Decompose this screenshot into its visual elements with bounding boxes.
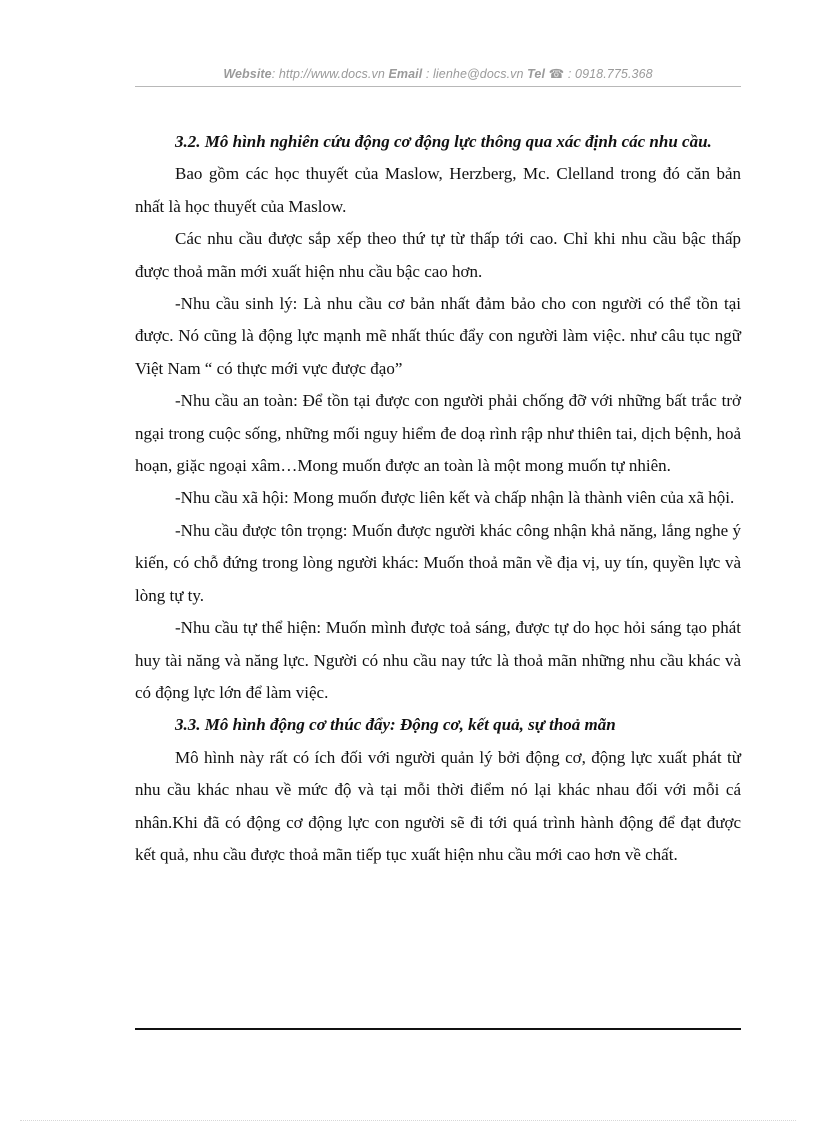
phone-icon: ☎ <box>548 67 565 81</box>
paragraph: -Nhu cầu tự thể hiện: Muốn mình được toả sáng, được tự do học hỏi sáng tạo phát huy tài năng và năng lực. Người có nhu cầu nay tức là thoả mãn những nhu cầu khác và có động lực lớn để làm việc. <box>135 618 741 702</box>
section-heading-3-3: 3.3. Mô hình động cơ thúc đẩy: Động cơ, kết quả, sự thoả mãn <box>175 715 616 735</box>
footer-divider <box>135 1028 741 1030</box>
header-divider <box>135 86 741 87</box>
document-body <box>135 126 741 871</box>
paragraph: Các nhu cầu được sắp xếp theo thứ tự từ thấp tới cao. Chỉ khi nhu cầu bậc thấp được thoả mãn mới xuất hiện nhu cầu bậc cao hơn. <box>135 229 741 281</box>
tel-value: : 0918.775.368 <box>564 67 653 81</box>
paragraph: -Nhu cầu được tôn trọng: Muốn được người khác công nhận khả năng, lắng nghe ý kiến, có chỗ đứng trong lòng người khác: Muốn thoả mãn về địa vị, uy tín, quyền lực và lòng tự ty. <box>135 520 741 605</box>
paragraph: Mô hình này rất có ích đối với người quản lý bởi động cơ, động lực xuất phát từ nhu cầu khác nhau về mức độ và tại mỗi thời điểm nó lại khác nhau đối với mỗi cá nhân.Khi đã có động cơ động lực con người sẽ đi tới quá trình hành động để đạt được kết quả, nhu cầu được thoả mãn tiếp tục xuất hiện nhu cầu mới cao hơn về chất. <box>135 747 741 864</box>
website-value: : http://www.docs.vn <box>271 67 389 81</box>
section-heading-3-2: 3.2. Mô hình nghiên cứu động cơ động lực thông qua xác định các nhu cầu. <box>175 132 712 151</box>
page-bottom-edge <box>20 1120 796 1121</box>
page-header <box>135 66 741 81</box>
paragraph: -Nhu cầu xã hội: Mong muốn được liên kết và chấp nhận là thành viên của xã hội. <box>175 488 735 508</box>
tel-label: Tel <box>527 67 546 81</box>
email-value: : lienhe@docs.vn <box>422 67 528 81</box>
website-label: Website <box>223 67 272 81</box>
paragraph: -Nhu cầu sinh lý: Là nhu cầu cơ bản nhất đảm bảo cho con người có thể tồn tại được. Nó cũng là động lực mạnh mẽ nhất thúc đẩy con người làm việc. như câu tục ngữ Việt Nam “ có thực mới vực được đạo” <box>135 294 741 378</box>
email-label: Email <box>388 67 423 81</box>
paragraph: Bao gồm các học thuyết của Maslow, Herzberg, Mc. Clelland trong đó căn bản nhất là học thuyết của Maslow. <box>135 164 741 216</box>
paragraph: -Nhu cầu an toàn: Để tồn tại được con người phải chống đỡ với những bất trắc trở ngại trong cuộc sống, những mối nguy hiểm đe doạ rình rập như thiên tai, dịch bệnh, hoả hoạn, giặc ngoại xâm…Mong muốn được an toàn là một mong muốn tự nhiên. <box>135 391 741 476</box>
